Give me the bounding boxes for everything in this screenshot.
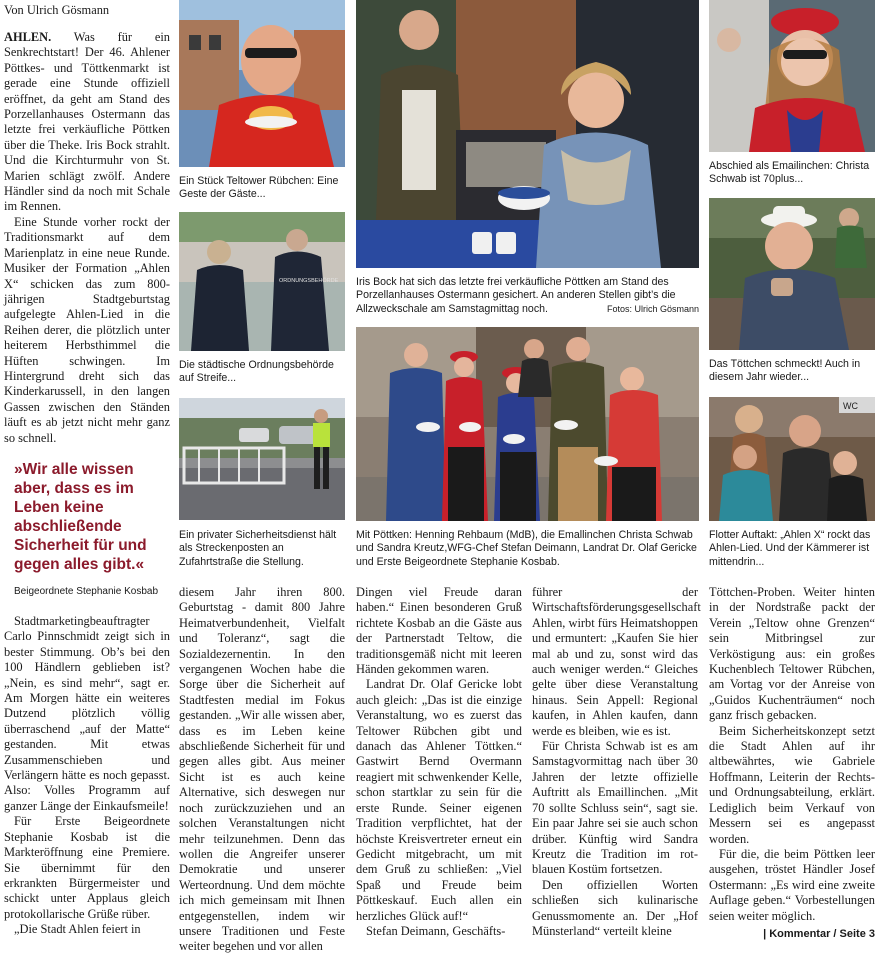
lead-text: Was für ein Senkrechtstart! Der 46. Ahlener Pöttkes- und Töttkenmarkt ist gerade eine Stunde offiziell eröffnet, da geht am Stand des Porzellanhauses Ostermann das letzte frei verkäufliche Pöttken über die Theke. Iris Bock strahlt. Und die Kirchturmuhr von St. Marien schlägt zwölf. Andere Händler sind da noch mit Schale im Rennen. xyxy=(4,30,170,214)
byline: Von Ulrich Gösmann xyxy=(4,3,110,17)
photo-sicherheitsdienst xyxy=(179,398,345,520)
paragraph: Landrat Dr. Olaf Gericke lobt auch gleich: „Das ist die einzige Veranstaltung, wo es zuerst das Teltower Rübchen gibt und danach das Ahlener Töttken.“ Gastwirt Bernd Overmann reagiert mit schwenkender Kelle, schon startklar zu sein für die erste Runde. Seiner eigenen Tradition verpflichtet, hat der höchste Kreisvertreter erneut ein Gedicht mitgebracht, um mit dem Gruß zu schließen: „Viel Spaß und Freude beim Pöttkeskauf. Euch allen ein herzliches Glück auf!“ xyxy=(356,677,522,923)
caption-right2: Das Töttchen schmeckt! Auch in diesem Jahr wieder... xyxy=(709,358,861,384)
photo-emaillinchen xyxy=(709,0,875,152)
photo-group-poettken xyxy=(356,327,699,521)
wc-sign-text: WC xyxy=(843,401,858,411)
col2-bottom xyxy=(179,585,345,955)
paragraph: Für Erste Beigeordnete Stephanie Kosbab ist die Markteröffnung eine Premiere. Sie übernimmt für den erkrankten Bürgermeister und schickt unter Applaus gleich protokollarische Grüße rüber. xyxy=(4,814,170,921)
paragraph: Den offiziellen Worten schließen sich kulinarische Genussmomente an. Der „Hof Münsterland“ verteilt kleine xyxy=(532,877,698,938)
paragraph: Dingen viel Freude daran haben.“ Einen besonderen Gruß richtete Kosbab an die Gäste aus der Partnerstadt Teltow, die traditionsgemäß nicht mit leeren Händen gekommen waren. xyxy=(356,585,522,677)
caption-main-bottom: Mit Pöttken: Henning Rehbaum (MdB), die Emallinchen Christa Schwab und Sandra Kreutz,WFG-Chef Stefan Deimann, Landrat Dr. Olaf Gericke und Erste Beigeordnete Stephanie Kosbab. xyxy=(356,529,697,568)
photo-iris-bock xyxy=(356,0,699,268)
photo-credit: Fotos: Ulrich Gösmann xyxy=(606,304,699,314)
caption-main-top: Iris Bock hat sich das letzte frei verkäufliche Pöttken am Stand des Porzellanhauses Ostermann gesichert. An anderen Stellen gibt’s die Allzweckschale am Samstagmittag noch. xyxy=(356,276,676,315)
photo-ahlen-x xyxy=(709,397,875,521)
caption-right3: Flotter Auftakt: „Ahlen X“ rockt das Ahlen-Lied. Und der Kämmerer ist mittendrin... xyxy=(709,529,871,568)
paragraph: Töttchen-Proben. Weiter hinten in der Nordstraße packt der Verein „Teltow ohne Grenzen“ sein Mitbringsel zur Verköstigung aus: ein großes Kuchenblech Teltower Rübchen, am Vortag vor der Anreise von „Guidos Kuchenträumen“ noch ganz frisch gebacken. xyxy=(709,585,875,723)
pull-quote: »Wir alle wissen aber, dass es im Leben keine abschließende Sicherheit für und gegen alles gibt.« xyxy=(14,461,147,573)
photo-teltower-ruebchen xyxy=(179,0,345,167)
pull-quote-source: Beigeordnete Stephanie Kosbab xyxy=(14,586,159,597)
article-lead xyxy=(4,30,170,446)
paragraph: führer der Wirtschaftsförderungsgesellschaft Ahlen, wirbt fürs Heimatshoppen und ermuntert: „Kaufen Sie hier mal ab und zu, sonst wird das auch weniger werden.“ Gleiches gelte über diese Veranstaltung hinaus. Sein Appell: Regional kaufen, in Ahlen kaufen, dann werde es bleiben, wie es ist. xyxy=(532,585,701,738)
caption-photo1: Ein Stück Teltower Rübchen: Eine Geste der Gäste... xyxy=(179,175,339,201)
paragraph: Stadtmarketingbeauftragter Carlo Pinnschmidt zeigt sich in bester Stimmung. Ob’s bei den 100 Händlern geblieben ist? „Nein, es sind mehr“, sagt er. Am Morgen hätte ein weiteres Dutzend plötzlich völlig überraschend „auf der Matte“ gestanden. Mit etwas Zusammenschieben und Verlängern hätte es noch gepasst. Also: Volles Programm auf ganzer Länge der Einkaufsmeile! xyxy=(4,614,170,813)
col1-paragraph: Eine Stunde vorher rockt der Traditionsmarkt auf dem Marienplatz in eine neue Runde. Musiker der Formation „Ahlen X“ schicken das zum 800-jährigen Stadtgeburtstag aufgelegte Ahlen-Lied in die Reihen derer, die plötzlich unter heiterem Herbsthimmel die Hüften schwingen. Im Hintergrund dreht sich das Kinderkarussell, in den langen Gassen zwischen den Ständen läuft es ab jetzt nicht mehr ganz so schnell. xyxy=(4,214,170,445)
page-reference[interactable]: | Kommentar / Seite 3 xyxy=(763,928,875,940)
paragraph: „Die Stadt Ahlen feiert in xyxy=(14,922,141,937)
photo-toettchen xyxy=(709,198,875,350)
paragraph: diesem Jahr ihren 800. Geburtstag - damit 800 Jahre Heimatverbundenheit, Vielfalt und Toleranz“, sagt die Sozialdezernentin. In den vergangenen Wochen habe die Sorge über die Sicherheit auf Stadtfesten medial im Fokus gestanden. „Wir alle wissen aber, dass es im Leben keine abschließende Sicherheit für und gegen alles gibt. Aus meiner Sicht ist es auch keine Alternative, sich deswegen nur noch zurückzuziehen und an solchen Veranstaltungen nicht mehr teilzunehmen. Denn das wollen die Angreifer unserer Demokratie und unserer Werteordnung. Und dem möchte ich mich gemeinsam mit Ihnen entgegenstellen, indem wir unsere Traditionen und Feste weiter begehen und vor allen xyxy=(179,585,345,954)
col3-bottom xyxy=(356,585,522,939)
photo-ordnungsbehoerde xyxy=(179,212,345,351)
vest-label: ORDNUNGSBEHÖRDE xyxy=(279,278,339,284)
col4-bottom xyxy=(532,585,701,939)
caption-photo2: Die städtische Ordnungsbehörde auf Streife... xyxy=(179,359,334,385)
col5-bottom xyxy=(709,585,875,924)
col1-bottom xyxy=(4,614,170,938)
caption-right1: Abschied als Emailinchen: Christa Schwab ist 70plus... xyxy=(709,160,870,186)
paragraph: Stefan Deimann, Geschäfts- xyxy=(366,923,506,938)
paragraph: Für Christa Schwab ist es am Samstagvormittag nach über 30 Jahren der letzte offizielle Auftritt als Emaillinchen. „Mit 70 sollte Schluss sein“, sagt sie. Ein paar Jahre sei sie auch schon drüber. Künftig wird Sandra Kreutz die Tradition im rot-blauen Kostüm fortsetzen. xyxy=(532,739,698,877)
caption-photo3: Ein privater Sicherheitsdienst hält als Streckenposten an Zufahrtstraße die Stellung. xyxy=(179,529,337,568)
paragraph: Beim Sicherheitskonzept setzt die Stadt Ahlen auf ihr altbewährtes, wie Gabriele Hoffmann, Leiterin der Rechts-und Ordnungsabteilung, erklärt. Lediglich beim Verkauf von Messern sei es angepasst worden. xyxy=(709,723,875,846)
dateline: AHLEN. xyxy=(4,30,52,44)
paragraph: Für die, die beim Pöttken leer ausgehen, tröstet Händler Josef Ostermann: „Es wird eine zweite Auflage geben.“ Vorbestellungen seien weiter möglich. xyxy=(709,846,875,923)
